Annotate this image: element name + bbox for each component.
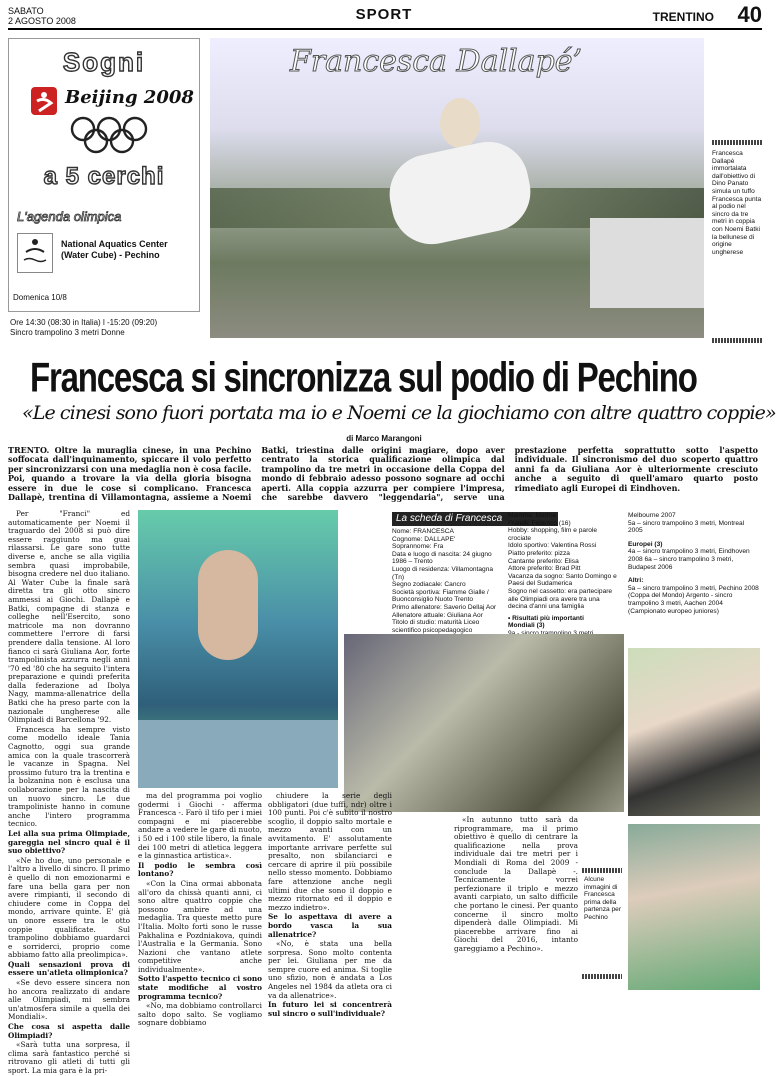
scheda-title: La scheda di Francesca	[396, 513, 503, 524]
caption-bottom-rule	[712, 338, 762, 343]
results-title: • Risultati più importanti	[508, 614, 584, 622]
headline: Francesca si sincronizza sul podio di Pechino	[30, 354, 697, 401]
article-paragraph: «Ne ho due, uno personale e l'altro a livello di sincro. Il primo è quello di non emozionarmi e fare una bella gara per non avere rimpianti, il secondo di chiudere come in Coppa del mondo, arrivare quinte. E' già un onore essere tra le otto coppie qualificate. Sul trampolino dobbiamo guardarci e sorriderci, proprio come abbiamo fatto alla preolimpica».	[8, 855, 130, 960]
section-title: SPORT	[355, 6, 413, 23]
article-paragraph: ma del programma poi voglio godermi i Giochi - afferma Francesca -. Farò il tifo per i miei compagni e mi piacerebbe andare a vedere le gare di nuoto, i 50 ed i 100 stile libero, la finale dei 100 metri di atletica leggera e la ginnastica artistica».	[138, 791, 262, 861]
scheda-item: Allenatore attuale: Giuliana Aor	[392, 611, 483, 619]
photo-building	[590, 218, 704, 308]
pool-photo	[138, 510, 338, 788]
olympic-rings-icon	[67, 115, 167, 163]
article-column-1	[8, 509, 130, 1075]
event-time: Ore 14:30 (08:30 in Italia) l -15:20 (09:20)	[10, 318, 158, 327]
group-photo	[344, 634, 624, 812]
beijing-logo-text: Beijing 2008	[65, 87, 194, 108]
europei-results: 4a – sincro trampolino 3 metri, Eindhoven 2008 6a – sincro trampolino 3 metri, Budapest 2006	[628, 548, 750, 571]
scheda-middle-items	[508, 512, 620, 611]
event-date: Domenica 10/8	[13, 293, 67, 302]
scheda-item: Melbourne 2007	[628, 512, 676, 519]
issue-day: SABATO	[8, 6, 44, 16]
scheda-item: Idolo sportivo: Valentina Rossi	[508, 542, 597, 550]
scheda-item: Data e luogo di nascita: 24 giugno 1986 – Trento	[392, 550, 492, 566]
interview-question: Lei alla sua prima Olimpiade, gareggia nel sincro qual è il suo obiettivo?	[8, 828, 130, 856]
venue-name: National Aquatics Center (Water Cube) - Pechino	[61, 239, 168, 260]
side-caption-top-rule	[582, 868, 622, 873]
article-paragraph: Francesca ha sempre visto come modello ideale Tania Cagnotto, oggi sua grande amica con la quale trascorrerà le vacanze in Spagna. Nel prossimo futuro tra la trentina e la bolzanina non è esclusa una collaborazione per la nascita di un nuovo sincro. Le due trampoliniste hanno in comune anche l'intero programma tecnico.	[8, 724, 130, 829]
scheda-item: Soprannome: Fra	[392, 543, 444, 551]
pool-water	[138, 720, 338, 788]
scheda-item: Vacanza da sogno: Santo Domingo e Paesi del Sudamerica	[508, 572, 617, 588]
interview-question: In futuro lei si concentrerà sul sincro o sull'individuale?	[268, 1000, 392, 1018]
scheda-item: Primo allenatore: Saverio Dellaj Aor	[392, 603, 497, 611]
event-schedule	[10, 318, 210, 338]
aquatics-pictogram-icon	[17, 233, 53, 273]
photo-caption: Francesca Dallapè immortalata dall'obiettivo di Dino Panato simula un tuffo Francesca punta al podio nel sincro da tre metri in coppia con Noemi Batki la bellunese di origine ungherese	[712, 150, 762, 256]
scheda-item: Attore preferito: Brad Pitt	[508, 565, 581, 573]
article-paragraph: «No, ma dobbiamo controllarci salto dopo salto. Se vogliamo sognare dobbiamo	[138, 1001, 262, 1028]
scheda-right-list	[628, 512, 760, 615]
article-paragraph: «Se devo essere sincera non ho ancora realizzato di andare alle Olimpiadi, mi sembra un'atmosfera simile a quella dei Mondiali».	[8, 978, 130, 1022]
scheda-item: Titolo di studio: maturità Liceo scientifico psicopedagogico	[392, 619, 480, 634]
scheda-item: Piatto preferito: pizza	[508, 549, 570, 557]
photo-subject-body	[382, 134, 538, 251]
portrait-photo-2	[628, 824, 760, 990]
issue-date-text: 2 AGOSTO 2008	[8, 16, 76, 26]
header-rule	[8, 28, 762, 30]
pool-subject	[198, 550, 258, 660]
article-paragraph: «Sarà tutta una sorpresa, il clima sarà fantastico perché si ritrovano gli atleti di tutti gli sport. La mia gara è la pri-	[8, 1040, 130, 1075]
scheda-right-items	[628, 512, 760, 535]
europei-title: Europei (3)	[628, 540, 663, 548]
article-lead: TRENTO. Oltre la muraglia cinese, in una Pechino soffocata dall'inquinamento, spiccare il volo perfetto per sincronizzarsi con una medaglia non è cosa facile. Poi, quando a trovare la via della gloria bisogna essere in due le cose si complicano. Francesca Dallapè, trentina di Villamontagna, assieme a Noemi Batki, triestina dalle origini magiare, dopo aver centrato la storica qualificazione olimpica dal trampolino da tre metri in occasione della Coppa del mondo di febbraio adesso possono sognare ad occhi aperti. Alla coppia azzurra per compiere l'impresa, che sarebbe davvero "leggendaria", serve una prestazione perfetta soprattutto sotto l'aspetto individuale. Il sincronismo del duo scoperto quattro anni fa da Giuliana Aor è ulteriormente cresciuto anche a seguito di quell'amaro quarto posto rimediato agli Europei di Eindhoven.	[8, 445, 758, 503]
article-paragraph: Per "Franci" ed automaticamente per Noemi il traguardo del 2008 si può dire essere raggiunto ma guai rilassarsi. Le gare sono tutte diverse e, anche se alla vigilia sembra quasi improbabile, bisogna credere nel duo italiano. Al Water Cube la finale sarà diretta tra gli otto sincro ammessi ai Giochi. Dallapè e Batki, compagne di stanza e colleghe nell'Esercito, sono matricole ma non dovranno commettere l'errore di farsi prendere dalla tensione. Al loro fianco ci sarà Giuliana Aor, forte trampolinista azzurra negli anni '70 ed '80 che ha seguito l'intera preparazione e quindi preferita dalla federazione ad Ibolya Nagy, mamma-allenatrice della Batki che ha preso parte con la nazionale ungherese alle Olimpiadi di Barcellona '92.	[8, 509, 130, 725]
scheda-item: Cognome: DALLAPE'	[392, 535, 456, 543]
scheda-item: Nome: FRANCESCA	[392, 528, 454, 535]
interview-question: Se lo aspettava di avere a bordo vasca la sua allenatrice?	[268, 912, 392, 939]
promo-title-top: Sogni	[62, 47, 146, 77]
article-paragraph: chiudere la serie degli obbligatori (due tuffi, ndr) oltre i 100 punti. Poi c'è subito il nostro scoglio, il doppio salto mortale e mezzo avanti con un avvitamento. E' assolutamente importante arrivare perfette sul presalto, non sbilanciarci e cercare di aprire il più possibile nello stesso momento. Dobbiamo fare attenzione anche negli ultimi due che sono il doppio e mezzo ritornato ed il doppio e mezzo indietro».	[268, 791, 392, 912]
scheda-item: Sogno nel cassetto: era partecipare alle Olimpiadi ora avere tra una decina d'anni una famiglia	[508, 587, 613, 611]
scheda-middle-list	[508, 512, 620, 638]
scheda-item: Luogo di residenza: Villamontagna (Tn)	[392, 565, 494, 581]
subheadline: «Le cinesi sono fuori portata ma io e Noemi ce la giochiamo con altre quattro coppie»	[22, 402, 776, 424]
scheda-left-list	[392, 528, 504, 642]
scheda-item: Segno zodiacale: Cancro	[392, 581, 466, 589]
agenda-title: L'agenda olimpica	[17, 209, 122, 224]
olympic-promo-box	[8, 38, 200, 312]
results-mondiali-title: Mondiali (3)	[508, 622, 545, 630]
scheda-item: 5a – sincro trampolino 3 metri, Montreal 2005	[628, 519, 745, 535]
interview-question: Il podio le sembra così lontano?	[138, 860, 262, 879]
side-photo-caption: Alcune immagini di Francesca prima della partenza per Pechino	[584, 876, 622, 921]
interview-question: Che cosa si aspetta dalle Olimpiadi?	[8, 1022, 130, 1040]
article-paragraph: «Con la Cina ormai abbonata all'oro da chissà quanti anni, ci sono altre quattro coppie che possono ambire ad una medaglia. Tra queste metto pure l'Italia. Molto forti sono le russe Pakhalina e Pozdniakova, quindi l'Australia e la Germania. Sono Nazioni che vantano atlete competitive anche individualmente».	[138, 878, 262, 974]
event-discipline: Sincro trampolino 3 metri Donne	[10, 328, 125, 337]
altri-results: 5a – sincro trampolino 3 metri, Pechino 2008 (Coppa del Mondo) Argento - sincro trampolino 3 metri, Aachen 2004 (Campionato europeo juniores)	[628, 584, 759, 615]
paper-name: TRENTINO	[652, 10, 714, 24]
article-column-3	[268, 791, 392, 1018]
byline: di Marco Marangoni	[346, 434, 422, 443]
caption-top-rule	[712, 140, 762, 145]
scheda-item: Società sportiva: Fiamme Gialle / Buonconsiglio Nuoto Trento	[392, 588, 489, 604]
photo-subject-head	[440, 98, 480, 148]
beijing-emblem-icon	[29, 85, 59, 125]
interview-question: Sotto l'aspetto tecnico ci sono state modifiche al vostro programma tecnico?	[138, 974, 262, 1001]
scheda-item: Cantante preferito: Elisa	[508, 557, 579, 565]
side-caption-bottom-rule	[582, 974, 622, 979]
article-column-2	[138, 791, 262, 1028]
altri-title: Altri:	[628, 577, 644, 585]
article-paragraph: «In autunno tutto sarà da riprogrammare, ma il primo obiettivo è quello di centrare la qualificazione nella prova individuale dai tre metri per i Mondiali di Roma del 2009 - conclude la Dallapè -. Tecnicamente vorrei perfezionare il triplo e mezzo avanti carpiato, un salto difficile che portano le cinesi. Per quanto concerne il sincro molto dipenderà dalle Olimpiadi. Mi piacerebbe arrivare fino ai Giochi del 2016, intanto gareggiamo a Pechino».	[454, 815, 578, 953]
scheda-item: Mamma: Marina	[508, 512, 556, 519]
scheda-item: Fratelli: Federico (16)	[508, 519, 571, 527]
feature-title: Francesca Dallapé’	[290, 44, 583, 79]
portrait-photo-1	[628, 648, 760, 816]
article-paragraph: «No, è stata una bella sorpresa. Sono molto contenta per lei. Giuliana per me da sempre cuore ed anima. Si toglie uno sfizio, non è andata a Los Angeles nel 1984 da atleta ora ci va da allenatrice».	[268, 939, 392, 1000]
article-column-4	[454, 816, 578, 990]
scheda-item: Hobby: shopping, film e parole crociate	[508, 527, 598, 542]
main-photo	[210, 38, 704, 338]
interview-question: Quali sensazioni prova di essere un'atleta olimpionica?	[8, 959, 130, 978]
page-number: 40	[737, 2, 762, 27]
promo-title-bottom: a 5 cerchi	[43, 163, 165, 190]
